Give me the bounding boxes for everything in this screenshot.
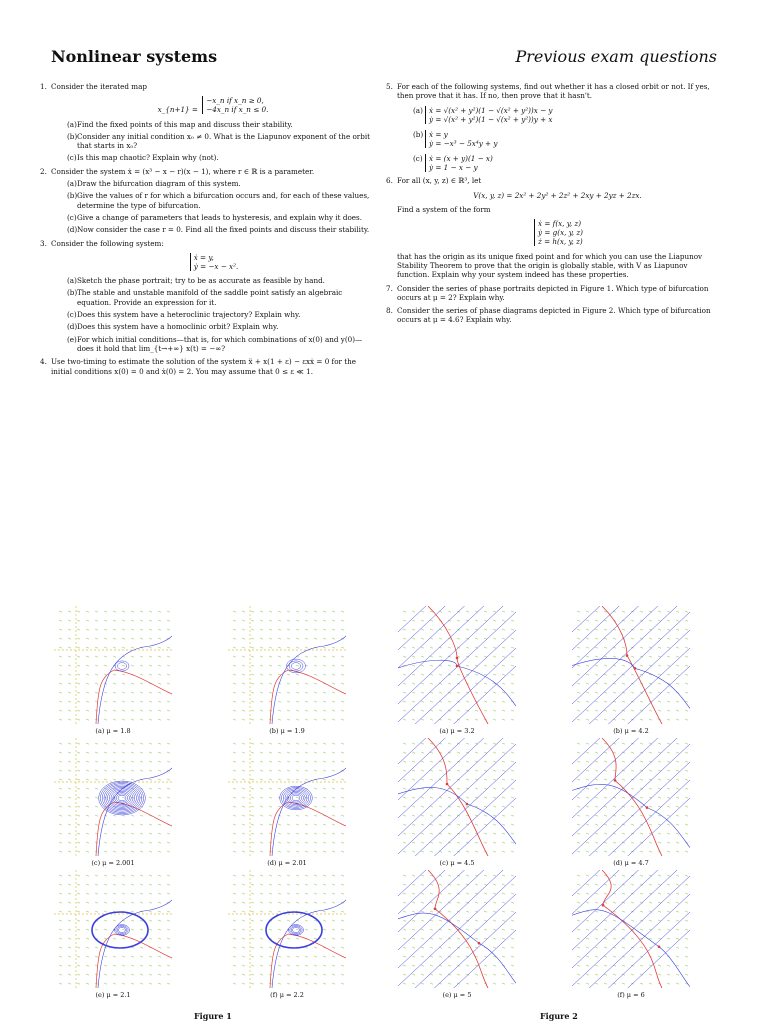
figure-2-panel	[572, 606, 690, 724]
system-line-1: ẋ = f(x, y, z)	[538, 219, 582, 229]
panel-caption: (f) μ = 2.2	[270, 991, 304, 999]
question-text: Find a system of the form	[397, 205, 491, 215]
system-b-line-1: ẋ = y	[429, 129, 448, 139]
system-line-2: ẏ = −x − x².	[193, 261, 239, 271]
figure-2-panel	[572, 738, 690, 856]
sub-label: (a)	[67, 119, 77, 129]
question-6	[386, 176, 718, 279]
panel-caption: (d) μ = 2.01	[267, 859, 307, 867]
figure-1-panel	[54, 606, 172, 724]
question-text: that has the origin as its unique fixed point and for which you can use the Liapunov Stability Theorem to prove that the origin is globally stable, with V as Liapunov function. Explain why your system indeed has these properties.	[397, 251, 703, 280]
sub-question-text: Sketch the phase portrait; try to be as accurate as feasible by hand.	[77, 276, 325, 286]
panel-caption: (f) μ = 6	[617, 991, 645, 999]
sub-label: (b)	[67, 288, 78, 298]
panel-caption: (c) μ = 2.001	[91, 859, 135, 867]
question-2	[40, 167, 375, 235]
question-1	[40, 82, 375, 163]
panel-caption: (e) μ = 5	[442, 991, 472, 999]
figure-1-panel	[54, 738, 172, 856]
figure-1-panel	[228, 870, 346, 988]
question-4	[40, 357, 375, 376]
system-line-1: ẋ = y,	[193, 252, 214, 262]
system-equation	[51, 253, 375, 271]
panel-caption: (a) μ = 1.8	[95, 727, 131, 735]
sub-label: (a)	[67, 179, 77, 189]
sub-label: (b)	[413, 129, 424, 139]
figure-1-panel	[228, 606, 346, 724]
panel-caption: (b) μ = 1.9	[269, 727, 305, 735]
question-number: 2.	[40, 166, 47, 176]
left-column	[40, 82, 375, 380]
map-lhs: x_{n+1} =	[157, 105, 198, 115]
question-text: Consider the series of phase portraits depicted in Figure 1. Which type of bifurcation occurs at μ = 2? Explain why.	[397, 283, 709, 302]
sub-label: (c)	[67, 310, 77, 320]
sub-question-text: Draw the bifurcation diagram of this system.	[77, 179, 241, 189]
right-column	[386, 82, 718, 329]
question-7	[386, 284, 718, 303]
sub-question-text: Does this system have a heteroclinic trajectory? Explain why.	[77, 310, 301, 320]
question-5	[386, 82, 718, 172]
system-line-2: ẏ = g(x, y, z)	[538, 228, 583, 238]
question-number: 3.	[40, 238, 47, 248]
question-number: 5.	[386, 82, 393, 91]
sub-label: (c)	[67, 212, 77, 222]
figure-2-panel	[398, 606, 516, 724]
sub-question-text: Does this system have a homoclinic orbit? Explain why.	[77, 322, 279, 332]
sub-question-text: Is this map chaotic? Explain why (not).	[77, 153, 219, 163]
sub-question-text: For which initial conditions—that is, for which combinations of x(0) and y(0)—does it hold that lim_{t→+∞} x(t) = −∞?	[77, 334, 363, 353]
system-a-line-1: ẋ = √(x² + y²)(1 − √(x² + y²))x − y	[429, 105, 553, 115]
question-text: Use two-timing to estimate the solution of the system ẍ + x(1 + ε) − εxẋ = 0 for the initial conditions x(0) = 0 and ẋ(0) = 2. You may assume that 0 ≤ ε ≪ 1.	[51, 357, 357, 376]
system-line-3: ż = h(x, y, z)	[538, 237, 583, 247]
sub-label: (a)	[413, 105, 423, 115]
sub-label: (b)	[67, 191, 78, 201]
sub-label: (c)	[413, 154, 423, 164]
map-case-2: −4x_n if x_n ≤ 0.	[206, 105, 269, 115]
question-number: 6.	[386, 176, 393, 186]
sub-label: (d)	[67, 322, 78, 332]
panel-caption: (e) μ = 2.1	[95, 991, 131, 999]
question-text: For all (x, y, z) ∈ ℝ³, let	[397, 176, 482, 186]
figure-1-panel	[54, 870, 172, 988]
question-number: 1.	[40, 82, 47, 91]
figure-2-panel	[398, 738, 516, 856]
panel-caption: (c) μ = 4.5	[439, 859, 475, 867]
figure-2-caption: Figure 2	[540, 1011, 578, 1021]
figure-1-caption: Figure 1	[194, 1011, 232, 1021]
sub-question-text: Give a change of parameters that leads to hysteresis, and explain why it does.	[77, 212, 363, 222]
sub-label: (a)	[67, 276, 77, 286]
map-case-1: −x_n if x_n ≥ 0,	[206, 96, 264, 106]
question-text: Consider the series of phase diagrams depicted in Figure 2. Which type of bifurcation occurs at μ = 4.6? Explain why.	[397, 306, 711, 325]
system-b-line-2: ẏ = −x³ − 5x⁴y + y	[429, 138, 498, 148]
question-text: Consider the iterated map	[51, 82, 147, 91]
system-c-line-1: ẋ = (x + y)(1 − x)	[429, 154, 493, 164]
question-text: Consider the system ẋ = (x³ − x − r)(x − 1), where r ∈ ℝ is a parameter.	[51, 166, 315, 176]
question-text: For each of the following systems, find out whether it has a closed orbit or not. If yes, then prove that it has. If no, then prove that it hasn't.	[397, 82, 710, 101]
system-a-line-2: ẏ = √(x² + y²)(1 − √(x² + y²))y + x	[429, 114, 553, 124]
sub-label: (e)	[67, 334, 77, 344]
sub-question-text: Now consider the case r = 0. Find all the fixed points and discuss their stability.	[77, 225, 370, 235]
sub-question-text: The stable and unstable manifold of the saddle point satisfy an algebraic equation. Provide an expression for it.	[77, 288, 343, 307]
sub-question-text: Find the fixed points of this map and discuss their stability.	[77, 119, 293, 129]
figure-1-panel	[228, 738, 346, 856]
sub-question-text: Give the values of r for which a bifurcation occurs and, for each of these values, determine the type of bifurcation.	[77, 191, 370, 210]
panel-caption: (b) μ = 4.2	[613, 727, 649, 735]
figure-2-panel	[572, 870, 690, 988]
system-c-line-2: ẏ = 1 − x − y	[429, 163, 478, 173]
iterated-map-equation	[51, 96, 375, 114]
page-title: Nonlinear systems	[51, 47, 218, 66]
sub-label: (d)	[67, 225, 78, 235]
question-number: 4.	[40, 357, 47, 367]
page-subtitle: Previous exam questions	[515, 47, 717, 66]
panel-caption: (d) μ = 4.7	[613, 859, 649, 867]
figure-2-panel	[398, 870, 516, 988]
sub-label: (c)	[67, 153, 77, 163]
sub-question-text: Consider any initial condition x₀ ≠ 0. What is the Liapunov exponent of the orbit that starts in x₀?	[77, 131, 371, 151]
question-number: 8.	[386, 306, 393, 316]
question-text: Consider the following system:	[51, 238, 164, 248]
panel-caption: (a) μ = 3.2	[439, 727, 475, 735]
sub-label: (b)	[67, 131, 78, 141]
question-3	[40, 239, 375, 354]
question-number: 7.	[386, 283, 393, 293]
question-8	[386, 306, 718, 325]
liapunov-function-equation: V(x, y, z) = 2x² + 2y² + 2z² + 2xy + 2yz + 2zx.	[473, 190, 642, 200]
